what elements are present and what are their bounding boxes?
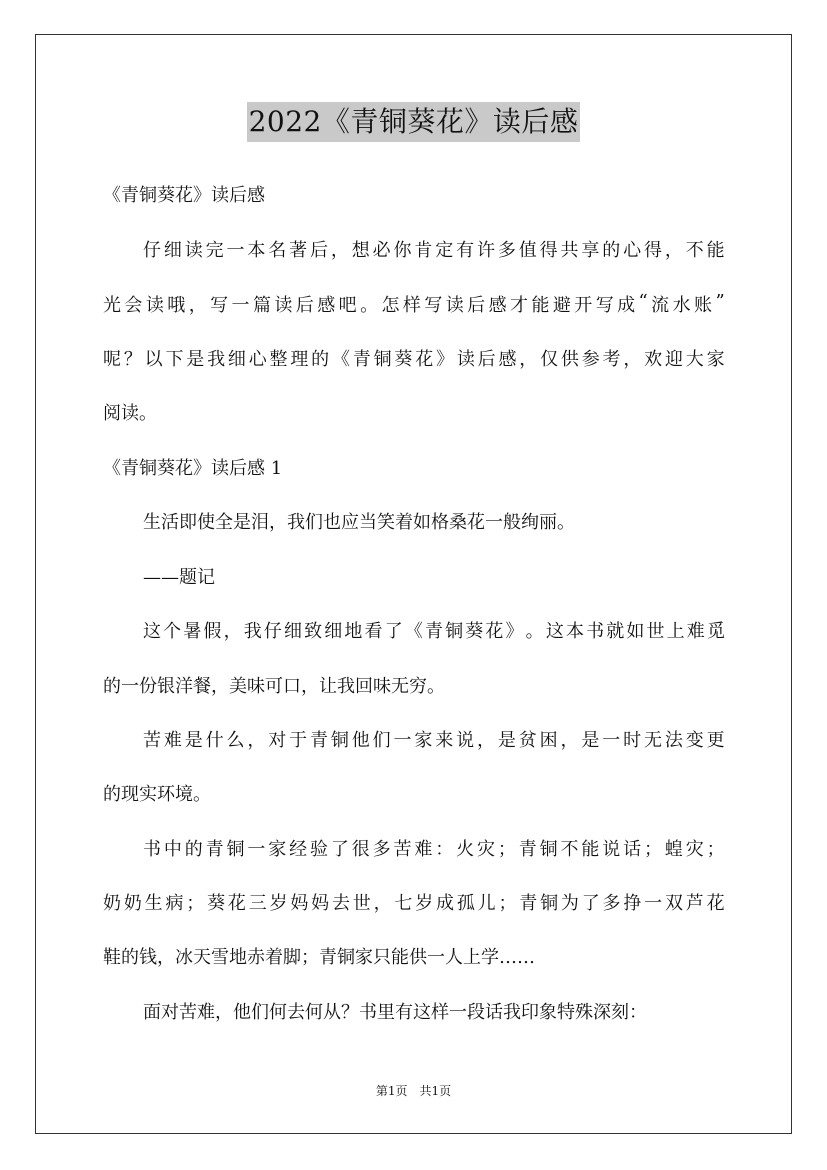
epigraph-note: ——题记 xyxy=(143,567,215,588)
document-heading: 《青铜葵花》读后感 xyxy=(103,185,265,206)
title-container xyxy=(0,102,827,142)
section-heading: 《青铜葵花》读后感 1 xyxy=(103,458,283,479)
epigraph: 生活即使全是泪，我们也应当笑着如格桑花一般绚丽。 xyxy=(143,512,575,533)
intro-line-3: 呢 ？ 以 下 是 我 细 心 整 理 的 《 青 铜 葵 花 》 读 后 感 ， 仅 供 参 考 ， 欢 迎 大 家 xyxy=(103,349,725,370)
intro-line-1: 仔 细 读 完 一 本 名 著 后 ， 想 必 你 肯 定 有 许 多 值 得 共 享 的 心 得 ， 不 能 xyxy=(143,240,725,261)
para3-line-2: 奶 奶 生 病 ； 葵 花 三 岁 妈 妈 去 世 ， 七 岁 成 孤 儿 ； 青 铜 为 了 多 挣 一 双 芦 花 xyxy=(103,893,725,914)
intro-line-2: 光 会 读 哦 ， 写 一 篇 读 后 感 吧 。 怎 样 写 读 后 感 才 能 避 开 写 成 “ 流 水 账 ” xyxy=(103,291,725,316)
para2-line-1: 苦 难 是 什 么 ， 对 于 青 铜 他 们 一 家 来 说 ， 是 贫 困 ， 是 一 时 无 法 变 更 xyxy=(143,730,725,751)
intro-line-4: 阅读。 xyxy=(103,403,157,424)
para2-line-2: 的现实环境。 xyxy=(103,784,211,805)
para3-line-1: 书 中 的 青 铜 一 家 经 验 了 很 多 苦 难 ： 火 灾 ； 青 铜 不 能 说 话 ； 蝗 灾 ； xyxy=(143,839,725,860)
para4-line-1: 面对苦难，他们何去何从？书里有这样一段话我印象特殊深刻： xyxy=(143,1002,647,1023)
document-title: 2022《青铜葵花》读后感 xyxy=(247,102,581,142)
para1-line-1: 这 个 暑 假 ， 我 仔 细 致 细 地 看 了 《 青 铜 葵 花 》 。 这 本 书 就 如 世 上 难 觅 xyxy=(143,621,725,642)
page-footer: 第1页 共1页 xyxy=(375,1084,452,1098)
para1-line-2: 的一份银洋餐，美味可口，让我回味无穷。 xyxy=(103,676,445,697)
para3-line-3: 鞋的钱，冰天雪地赤着脚；青铜家只能供一人上学…… xyxy=(103,947,535,968)
